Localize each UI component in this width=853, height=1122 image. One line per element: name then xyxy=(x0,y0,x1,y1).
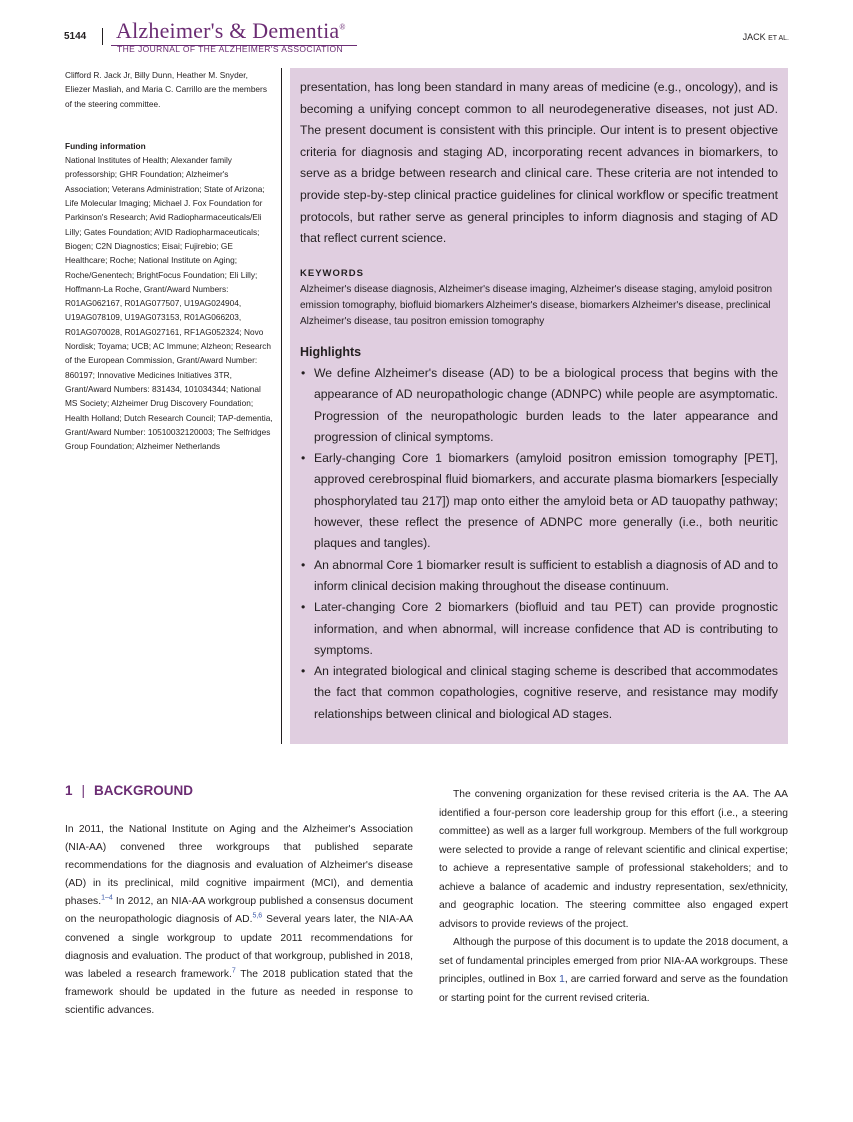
steering-note: Clifford R. Jack Jr, Billy Dunn, Heather M. Snyder, Eliezer Masliah, and Maria C. Carrillo are the members of the steering committee. xyxy=(65,70,267,109)
body-text: In 2012, an NIA-AA workgroup published a consensus document on the neuropathologic diagnosis of AD. xyxy=(65,896,413,926)
body-text: The 2018 publication stated that the framework should be updated in the future as needed in response to scientific advances. xyxy=(65,968,413,1016)
body-paragraph: The convening organization for these revised criteria is the AA. The AA identified a four-person core leadership group for this effort (i.e., a steering committee) as well as a larger full workgroup. Members of the full workgroup were selected to provide a range of relevant scientific and clinical expertise; to achieve a representative sample of professional stakeholders; and to achieve a balance of academic and industry representation, sex/ethnicity, and geographic location. The steering committee also engaged expert advisors to provide reviews of the project. xyxy=(439,789,788,930)
keywords-label: KEYWORDS xyxy=(300,268,364,279)
body-text: , are carried forward and serve as the foundation or starting point for the current revised criteria. xyxy=(439,974,788,1004)
funding-text: National Institutes of Health; Alexander family professorship; GHR Foundation; Alzheimer's Association; Veterans Administration; State of Arizona; Life Molecular Imaging; Michael J. Fox Foundation for Parkinson's Research; Avid Radiopharmaceuticals/Eli Lilly; Gates Foundation; AVID Radiopharmaceuticals; Biogen; C2N Diagnostics; Eisai; Fujirebio; GE Healthcare; Roche; National Institute on Aging; Roche/Genentech; BrightFocus Foundation; Eli Lilly; Hoffmann-La Roche, Grant/Award Numbers: R01AG062167, R01AG077507, U19AG024904, U19AG078109, U19AG073153, R01AG066203, R01AG070028, R01AG027161, RF1AG052324; Novo Nordisk; Toyama; UCB; AC Immune; Alzheon; Research of the European Commission, Grant/Award Number: 860197; Innovative Medicines Initiatives 3TR, Grant/Award Numbers: 831434, 101034344; National MS Society; Alzheimer Drug Discovery Foundation; Health Holland; Dutch Research Council; TAP-dementia, Grant/Award Number: 10510032120003; The Selfridges Group Foundation; Alzheimer Netherlands xyxy=(65,155,273,452)
body-text: Although the purpose of this document is to update the 2018 document, a set of fundamental principles emerged from prior NIA-AA workgroups. These principles, outlined in Box xyxy=(439,937,788,985)
section-separator: | xyxy=(81,783,86,798)
body-column-right xyxy=(439,786,788,1008)
citation-link[interactable]: 5,6 xyxy=(252,913,263,921)
citation-link[interactable]: 7 xyxy=(231,967,236,975)
page-number: 5144 xyxy=(64,31,87,42)
journal-subtitle: THE JOURNAL OF THE ALZHEIMER'S ASSOCIATION xyxy=(117,44,344,54)
body-paragraph xyxy=(65,821,413,1020)
section-number: 1 xyxy=(65,783,73,798)
header-separator xyxy=(102,28,103,45)
running-author-name: JACK xyxy=(742,32,766,42)
abstract-text: presentation, has long been standard in many areas of medicine (e.g., oncology), and is becoming a unifying concept common to all neurodegenerative diseases, not just AD. The present document is consistent with this principle. Our intent is to present objective criteria for diagnosis and staging AD, incorporating recent advances in biomarkers, to serve as a bridge between research and clinical care. These criteria are not intended to provide step-by-step clinical practice guidelines for clinical workflow or specific treatment protocols, but rather serve as general principles to inform diagnosis and staging of AD that reflect current science. xyxy=(300,80,778,246)
highlight-item: • Later-changing Core 2 biomarkers (biofluid and tau PET) can provide prognostic information, and when abnormal, will increase confidence that AD is contributing to symptoms. xyxy=(300,597,778,661)
running-author-suffix: ET AL. xyxy=(768,35,789,42)
sidebar xyxy=(65,68,275,453)
highlights-list xyxy=(300,363,778,725)
highlight-item: • Early-changing Core 1 biomarkers (amyloid positron emission tomography [PET], approved cerebrospinal fluid biomarkers, and accurate plasma biomarkers [especially phosphorylated tau 217]) map onto either the amyloid beta or AD tauopathy pathway; however, these reflect the presence of ADNPC more generally (i.e., both neuritic plaques and tangles). xyxy=(300,448,778,554)
running-author xyxy=(743,32,789,42)
body-column-left xyxy=(65,821,413,1020)
body-paragraph xyxy=(439,934,788,1008)
body-text: In 2011, the National Institute on Aging and the Alzheimer's Association (NIA-AA) convened three workgroups that published separate recommendations for the diagnosis and evaluation of Alzheimer's disease (AD) in its preclinical, mild cognitive impairment (MCI), and dementia phases. xyxy=(65,824,413,908)
section-title: BACKGROUND xyxy=(94,783,194,798)
journal-mark: ® xyxy=(339,22,346,32)
keywords-text: Alzheimer's disease diagnosis, Alzheimer's disease imaging, Alzheimer's disease staging, amyloid positron emission tomography, biofluid biomarkers Alzheimer's disease, biomarkers Alzheimer's disease, preclinical Alzheimer's disease, tau positron emission tomography xyxy=(300,284,773,327)
journal-title xyxy=(116,18,346,44)
journal-title-text: Alzheimer's & Dementia xyxy=(116,18,340,43)
body-text: Several years later, the NIA-AA convened a single workgroup to update 2011 recommendations for diagnosis and evaluation. The product of that workgroup, published in 2018, was labeled a research framework. xyxy=(65,914,413,980)
column-divider xyxy=(281,68,282,744)
highlights-title: Highlights xyxy=(300,345,362,359)
highlight-item: • An abnormal Core 1 biomarker result is sufficient to establish a diagnosis of AD and to inform clinical decision making throughout the disease continuum. xyxy=(300,555,778,598)
box-link[interactable]: 1 xyxy=(559,974,565,985)
highlight-item: • An integrated biological and clinical staging scheme is described that accommodates the fact that common copathologies, cognitive reserve, and resistance may modify relationships between clinical and biological AD stages. xyxy=(300,661,778,725)
highlight-item: • We define Alzheimer's disease (AD) to be a biological process that begins with the appearance of AD neuropathologic change (ADNPC) while people are asymptomatic. Progression of the neuropathologic burden leads to the later appearance and progression of clinical symptoms. xyxy=(300,363,778,448)
section-heading xyxy=(65,783,193,798)
citation-link[interactable]: 1–4 xyxy=(101,894,113,902)
funding-heading: Funding information xyxy=(65,140,146,151)
